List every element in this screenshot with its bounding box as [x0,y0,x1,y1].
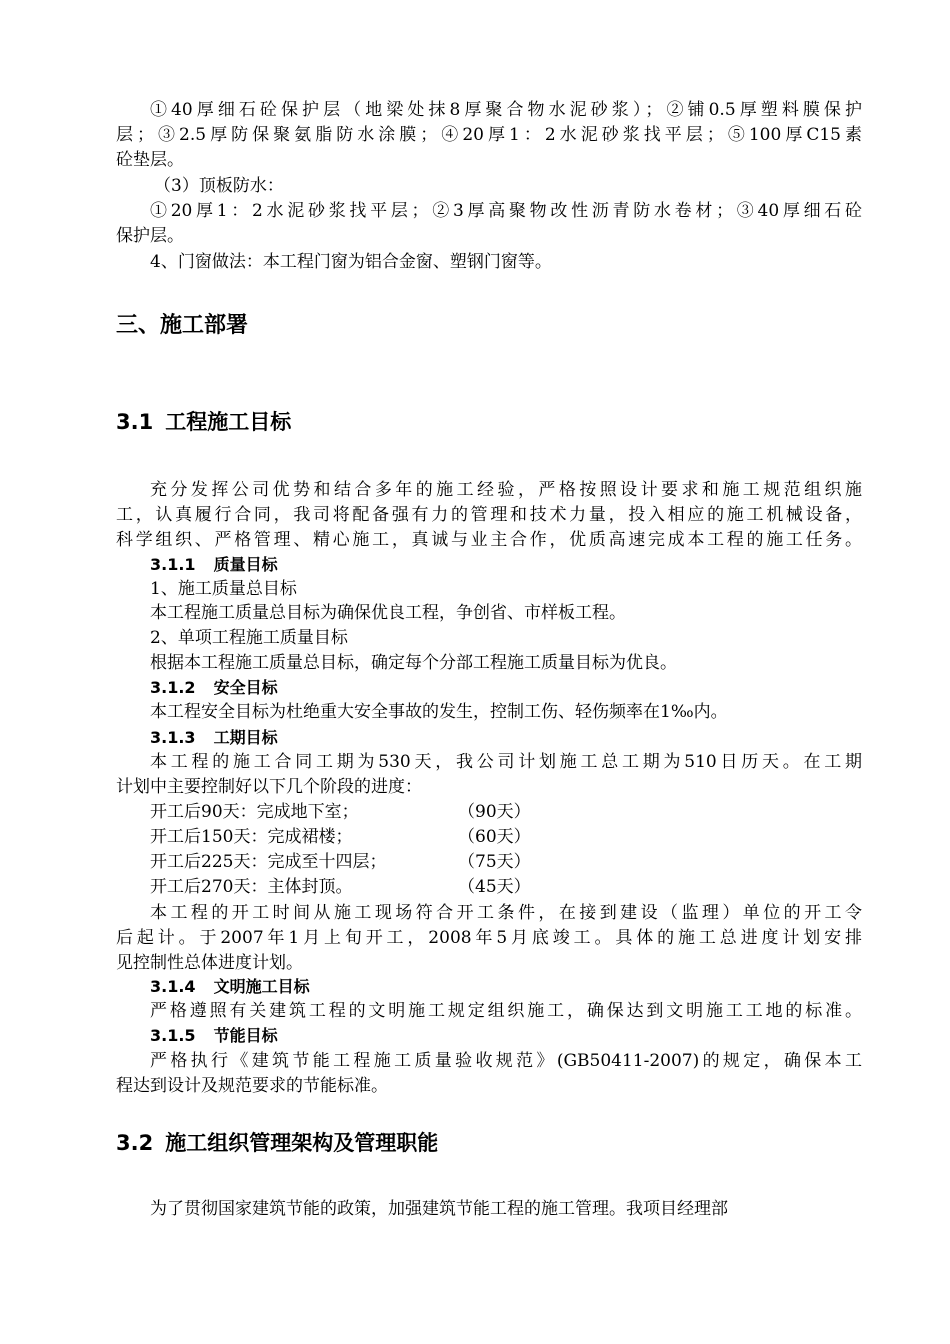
s31-paragraph-line-3: 科学组织、严格管理、精心施工，真诚与业主合作，优质高速完成本工程的施工任务。 [116,530,862,550]
quality-item-text: 根据本工程施工质量总目标，确定每个分部工程施工质量目标为优良。 [150,653,677,673]
s314-number: 3.1.4 [150,977,196,996]
section-3-2-heading [116,1128,438,1158]
section-3-heading: 三、施工部署 [116,313,249,338]
s314-heading [150,975,862,999]
s312-heading [150,676,862,700]
s311-title: 质量目标 [213,555,278,574]
s31-paragraph-line-1: 充分发挥公司优势和结合多年的施工经验，严格按照设计要求和施工规范组织施 [150,480,862,500]
start-time-line-2: 后起计。于2007年1月上旬开工，2008年5月底竣工。具体的施工总进度计划安排 [116,928,862,948]
s311-number: 3.1.1 [150,555,196,574]
section-3-2-number: 3.2 [116,1131,154,1155]
phase-2-label: 开工后150天：完成裙楼； [150,827,353,847]
section-3-2-title: 施工组织管理架构及管理职能 [165,1131,439,1155]
roof-waterproof-line-1: ①20厚1：2水泥砂浆找平层；②3厚高聚物改性沥青防水卷材；③40厚细石砼 [150,201,862,221]
quality-overall-label: 1、施工质量总目标 [150,579,297,599]
energy-saving-line-2: 程达到设计及规范要求的节能标准。 [116,1076,388,1096]
energy-saving-line-1: 严格执行《建筑节能工程施工质量验收规范》(GB50411-2007)的规定，确保本工 [150,1051,862,1071]
s31-paragraph-line-2: 工，认真履行合同，我司将配备强有力的管理和技术力量，投入相应的施工机械设备， [116,505,862,525]
phase-2-days: （60天） [458,827,531,847]
start-time-line-3: 见控制性总体进度计划。 [116,953,303,973]
phase-1-label: 开工后90天：完成地下室； [150,802,359,822]
roof-waterproof-heading: （3）顶板防水： [154,176,284,196]
s313-number: 3.1.3 [150,728,196,747]
s32-paragraph-line-1: 为了贯彻国家建筑节能的政策，加强建筑节能工程的施工管理。我项目经理部 [150,1199,728,1219]
roof-waterproof-line-2: 保护层。 [116,226,184,246]
s312-number: 3.1.2 [150,678,196,697]
phase-4-days: （45天） [458,877,531,897]
waterproof-base-line-2: 层；③2.5厚防保聚氨脂防水涂膜；④20厚1：2水泥砂浆找平层；⑤100厚C15素 [116,125,862,145]
phase-4-label: 开工后270天：主体封顶。 [150,877,353,897]
section-3-1-heading [116,407,291,437]
s313-title: 工期目标 [213,728,278,747]
safety-text: 本工程安全目标为杜绝重大安全事故的发生，控制工伤、轻伤频率在1‰内。 [150,702,728,722]
quality-overall-text: 本工程施工质量总目标为确保优良工程，争创省、市样板工程。 [150,603,626,623]
s312-title: 安全目标 [213,678,278,697]
doors-windows-line: 4、门窗做法：本工程门窗为铝合金窗、塑钢门窗等。 [150,252,552,272]
waterproof-base-line-1: ①40厚细石砼保护层（地梁处抹8厚聚合物水泥砂浆）；②铺0.5厚塑料膜保护 [150,100,862,120]
phase-3-label: 开工后225天：完成至十四层； [150,852,387,872]
schedule-line-2: 计划中主要控制好以下几个阶段的进度： [116,777,422,797]
start-time-line-1: 本工程的开工时间从施工现场符合开工条件，在接到建设（监理）单位的开工令 [150,903,862,923]
s315-title: 节能目标 [213,1026,278,1045]
s314-title: 文明施工目标 [213,977,310,996]
waterproof-base-line-3: 砼垫层。 [116,150,184,170]
s313-heading [150,726,862,750]
s311-heading [150,553,862,577]
s315-number: 3.1.5 [150,1026,196,1045]
schedule-line-1: 本工程的施工合同工期为530天，我公司计划施工总工期为510日历天。在工期 [150,752,862,772]
s315-heading [150,1024,862,1048]
quality-item-label: 2、单项工程施工质量目标 [150,628,348,648]
section-3-1-title: 工程施工目标 [165,410,292,434]
phase-3-days: （75天） [458,852,531,872]
civilized-construction-text: 严格遵照有关建筑工程的文明施工规定组织施工，确保达到文明施工工地的标准。 [150,1001,862,1021]
section-3-1-number: 3.1 [116,410,154,434]
phase-1-days: （90天） [458,802,531,822]
